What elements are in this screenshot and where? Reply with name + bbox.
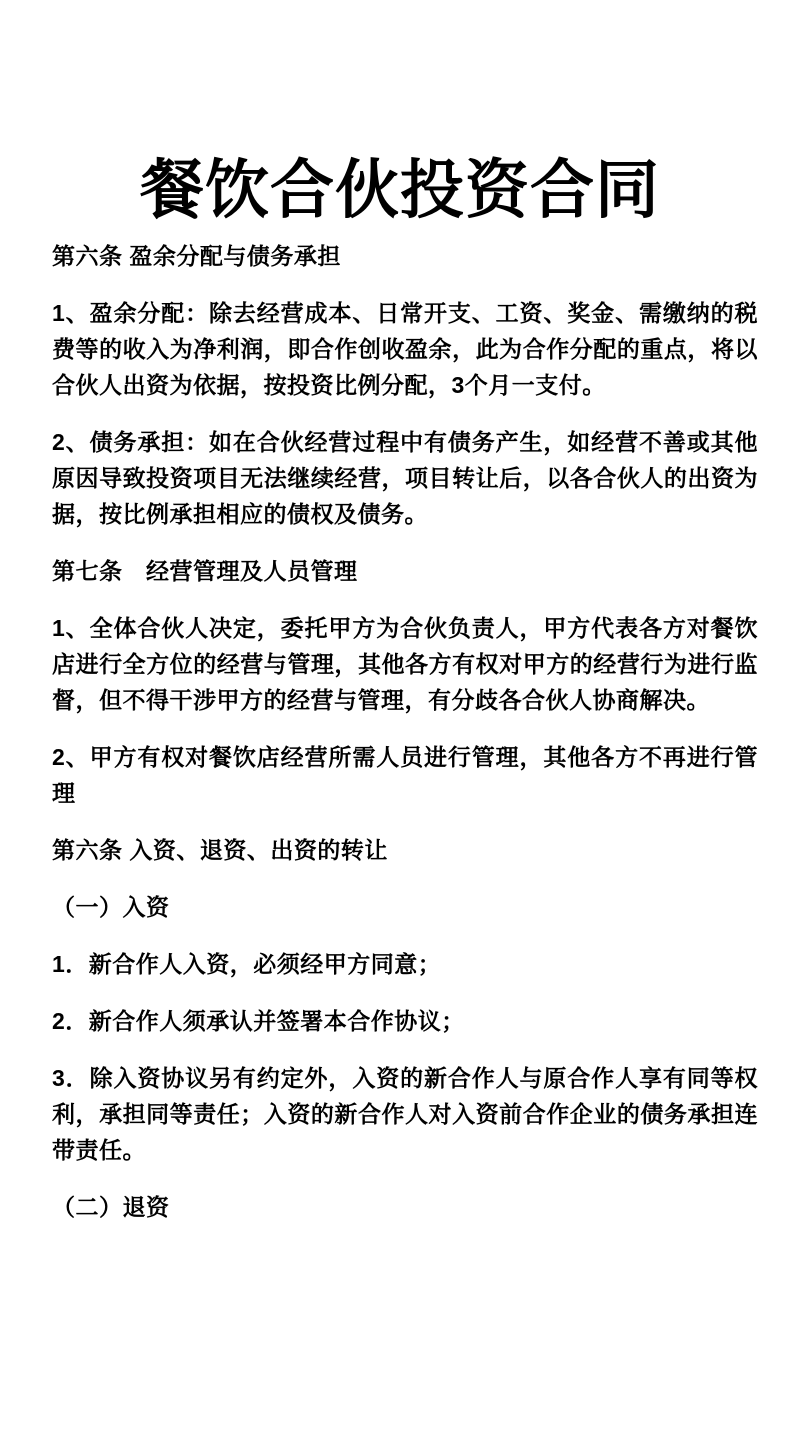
- section-heading: 第六条 入资、退资、出资的转让: [52, 837, 388, 863]
- section-heading: 第六条 盈余分配与债务承担: [52, 243, 341, 269]
- document-body: [52, 238, 758, 1225]
- document-title: 餐饮合伙投资合同: [140, 154, 660, 226]
- section-heading: 第七条 经营管理及人员管理: [52, 558, 358, 584]
- paragraph: 3．除入资协议另有约定外，入资的新合作人与原合作人享有同等权利，承担同等责任；入资的新合作人对入资前合作企业的债务承担连带责任。: [52, 1065, 758, 1163]
- paragraph: （二）退资: [52, 1194, 170, 1220]
- paragraph: 2、甲方有权对餐饮店经营所需人员进行管理，其他各方不再进行管理: [52, 744, 758, 806]
- paragraph: 1．新合作人入资，必须经甲方同意；: [52, 951, 442, 977]
- paragraph: 2．新合作人须承认并签署本合作协议；: [52, 1008, 465, 1034]
- paragraph: 1、盈余分配：除去经营成本、日常开支、工资、奖金、需缴纳的税费等的收入为净利润，即合作创收盈余，此为合作分配的重点，将以合伙人出资为依据，按投资比例分配，3个月一支付。: [52, 300, 758, 398]
- paragraph: 2、债务承担：如在合伙经营过程中有债务产生，如经营不善或其他原因导致投资项目无法继续经营，项目转让后，以各合伙人的出资为据，按比例承担相应的债权及债务。: [52, 429, 758, 527]
- paragraph: 1、全体合伙人决定，委托甲方为合伙负责人，甲方代表各方对餐饮店进行全方位的经营与管理，其他各方有权对甲方的经营行为进行监督，但不得干涉甲方的经营与管理，有分歧各合伙人协商解决。: [52, 615, 758, 713]
- contract-page: [0, 150, 800, 1451]
- paragraph: （一）入资: [52, 894, 170, 920]
